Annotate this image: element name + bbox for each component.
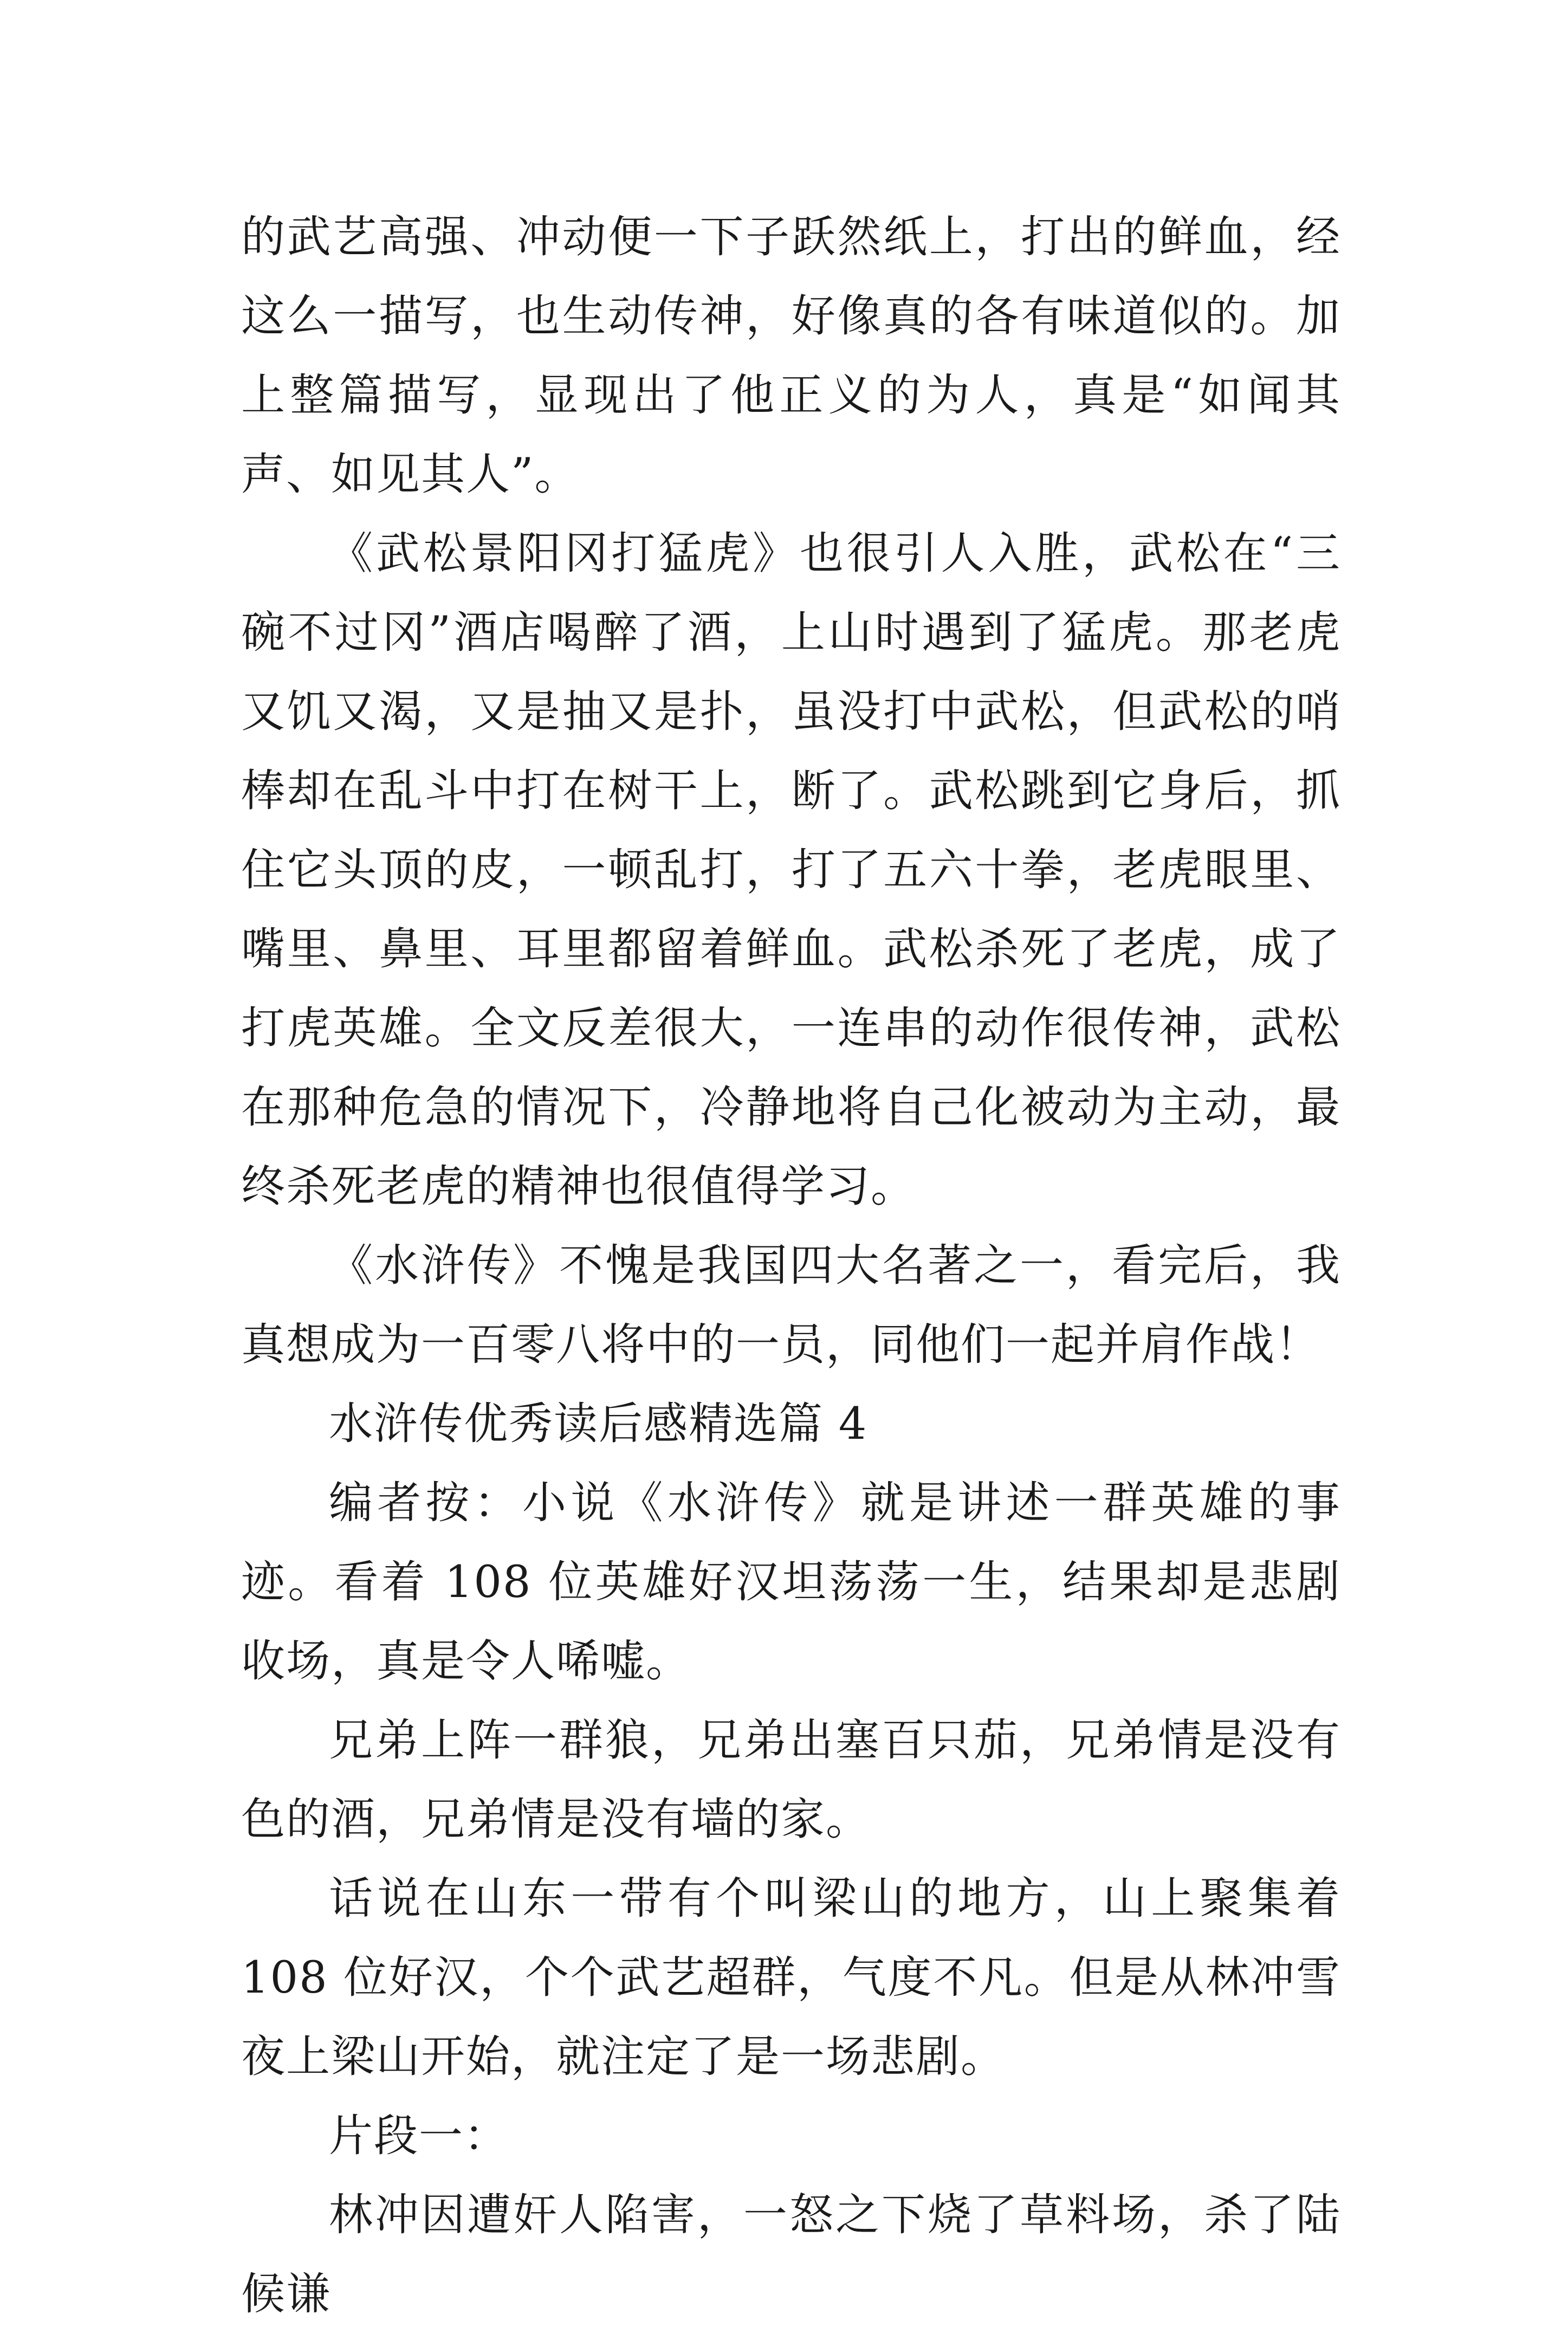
editor-note-paragraph: 编者按：小说《水浒传》就是讲述一群英雄的事迹。看着 108 位英雄好汉坦荡荡一生，结果却是悲剧收场，真是令人唏嘘。 (241, 1478, 1341, 1687)
paragraph-3: 《水浒传》不愧是我国四大名著之一，看完后，我真想成为一百零八将中的一员，同他们一起并肩作战！ (241, 1240, 1341, 1370)
section-heading: 水浒传优秀读后感精选篇 4 (329, 1399, 868, 1450)
document-body (241, 198, 1341, 2334)
paragraph-2: 《武松景阳冈打猛虎》也很引人入胜，武松在“三碗不过冈”酒店喝醉了酒，上山时遇到了猛虎。那老虎又饥又渴，又是抽又是扑，虽没打中武松，但武松的哨棒却在乱斗中打在树干上，断了。武松跳到它身后，抓住它头顶的皮，一顿乱打，打了五六十拳，老虎眼里、嘴里、鼻里、耳里都留着鲜血。武松杀死了老虎，成了打虎英雄。全文反差很大，一连串的动作很传神，武松在那种危急的情况下，冷静地将自己化被动为主动，最终杀死老虎的精神也很值得学习。 (241, 528, 1341, 1212)
fragment-label: 片段一： (329, 2111, 509, 2162)
paragraph-9: 林冲因遭奸人陷害，一怒之下烧了草料场，杀了陆候谦 (241, 2190, 1341, 2320)
paragraph-1: 的武艺高强、冲动便一下子跃然纸上，打出的鲜血，经这么一描写，也生动传神，好像真的各有味道似的。加上整篇描写，显现出了他正义的为人，真是“如闻其声、如见其人”。 (241, 212, 1341, 500)
paragraph-6: 兄弟上阵一群狼，兄弟出塞百只茄，兄弟情是没有色的酒，兄弟情是没有墙的家。 (241, 1715, 1341, 1845)
paragraph-7: 话说在山东一带有个叫梁山的地方，山上聚集着 108 位好汉，个个武艺超群，气度不凡。但是从林冲雪夜上梁山开始，就注定了是一场悲剧。 (241, 1873, 1341, 2083)
